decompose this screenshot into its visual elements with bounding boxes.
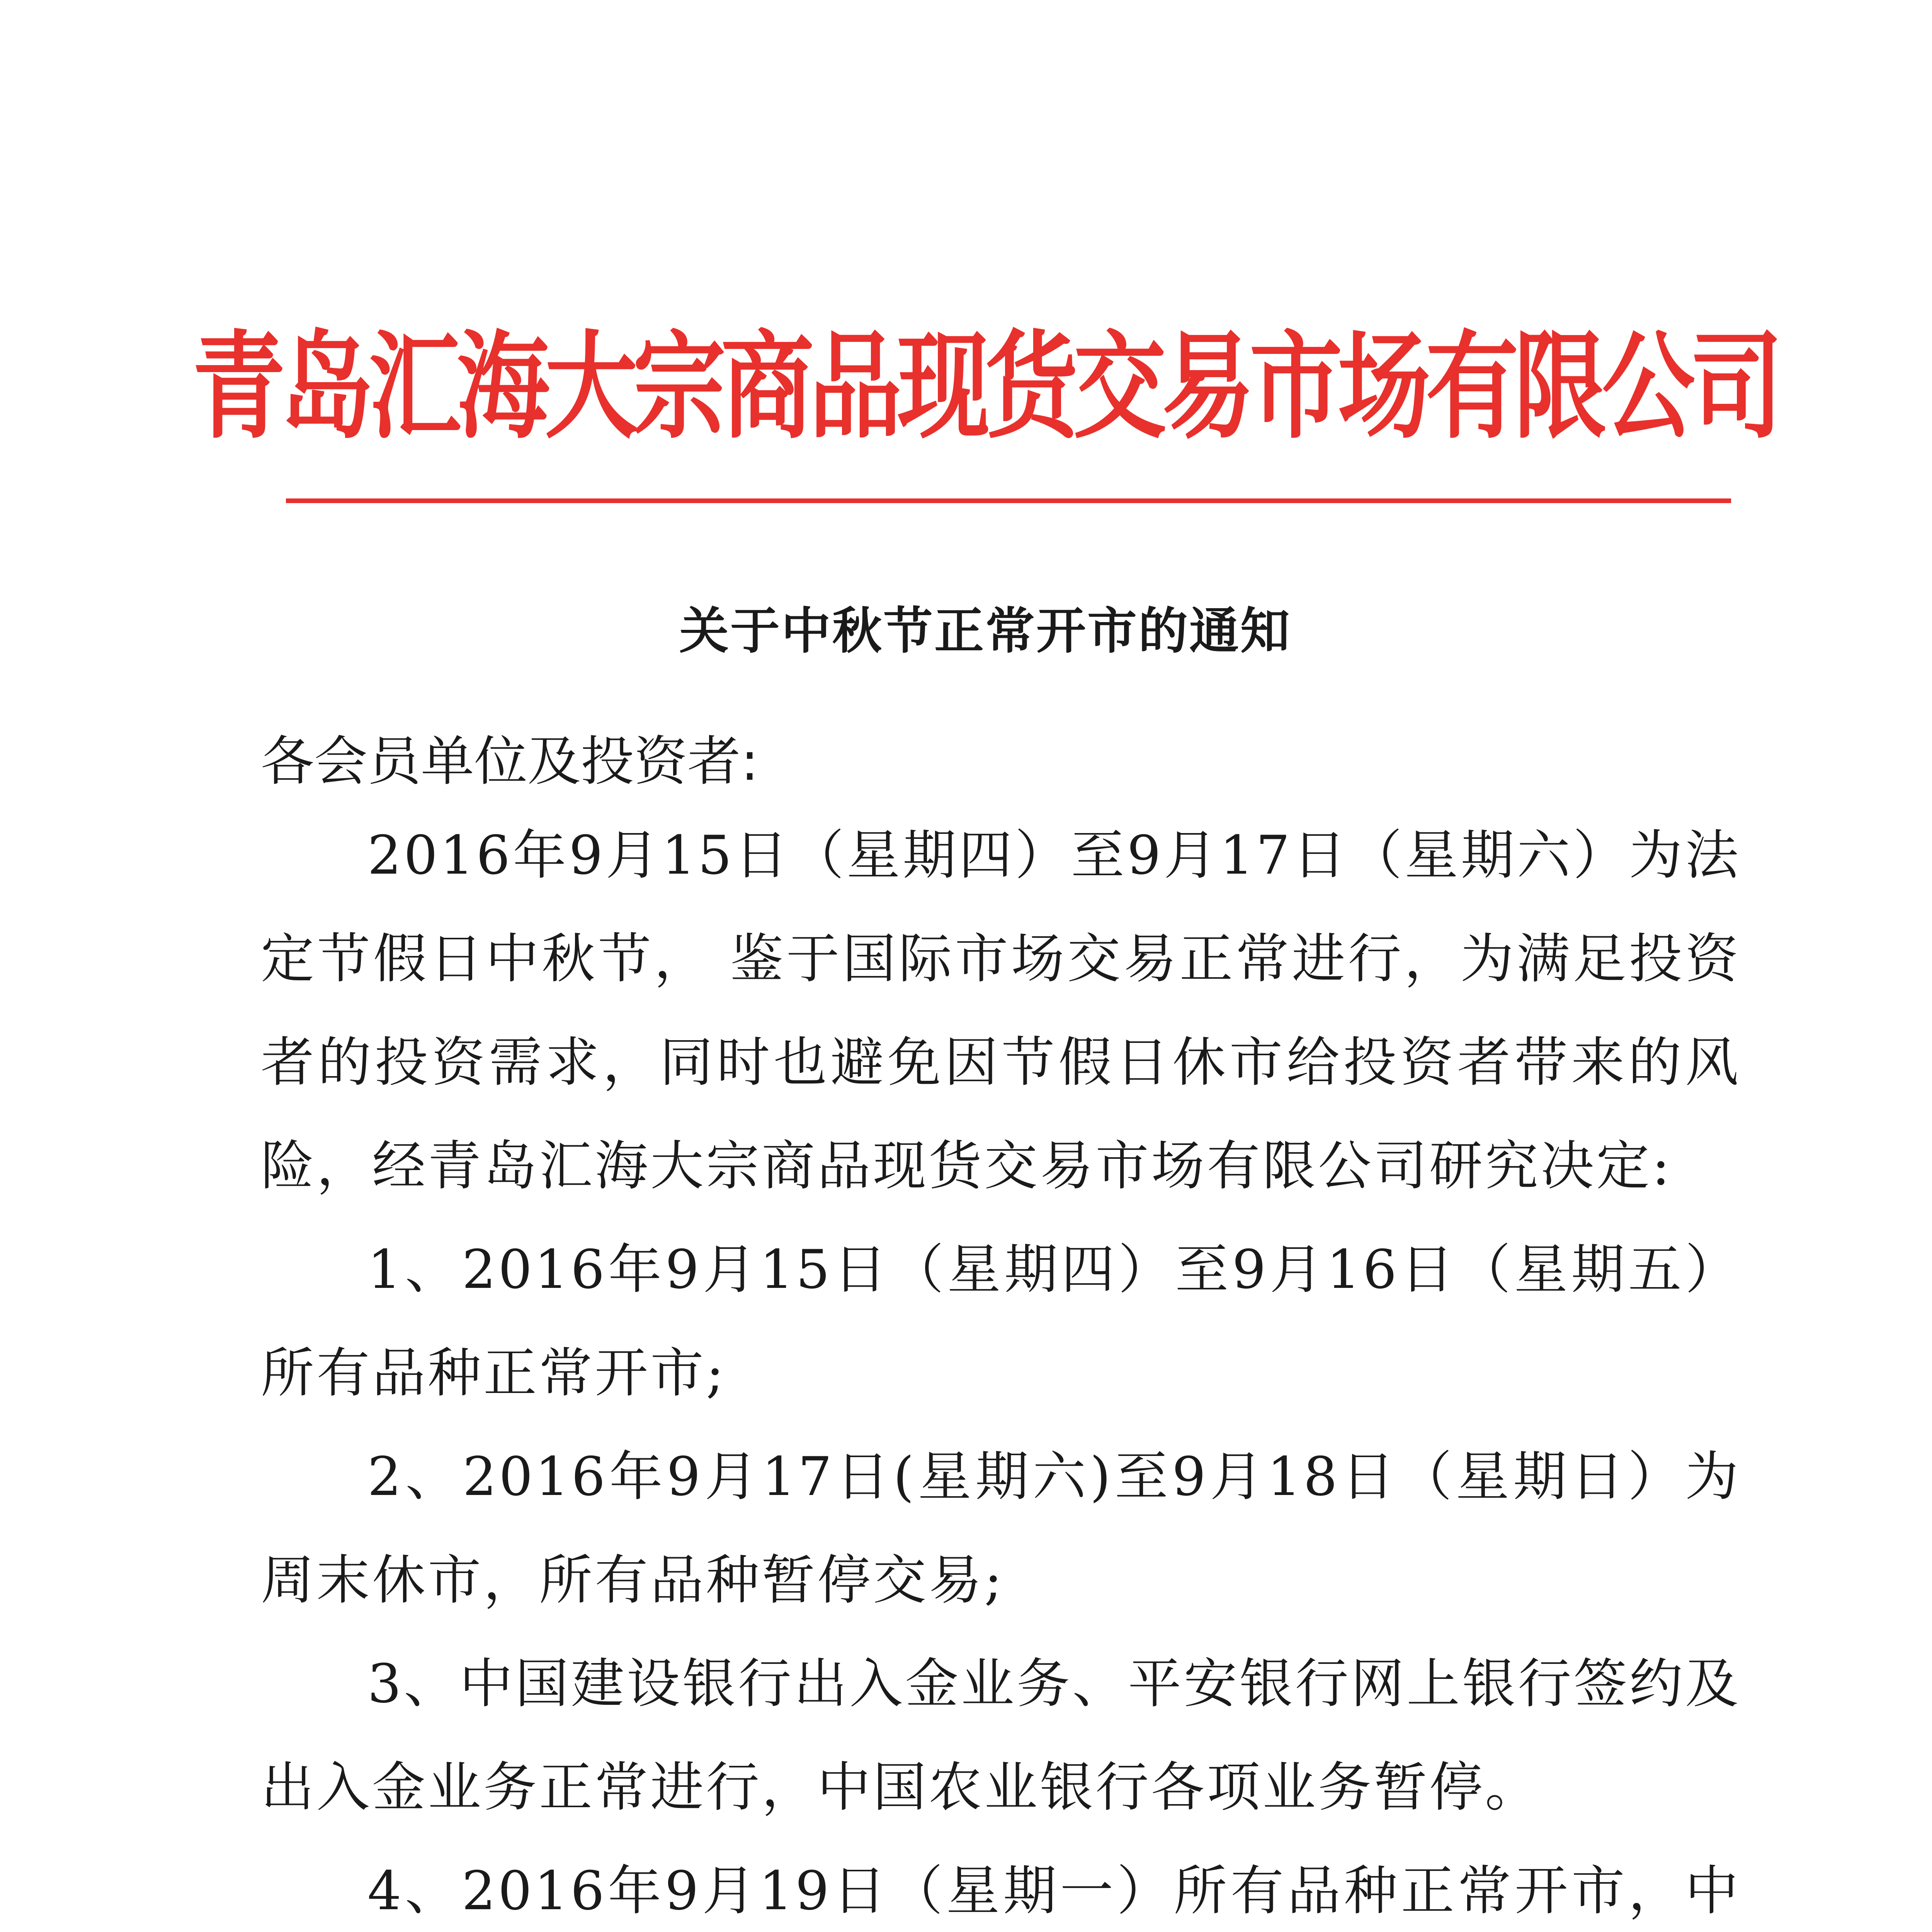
letterhead-title: 青岛汇海大宗商品现货交易市场有限公司: [192, 318, 1778, 455]
notice-body: [261, 804, 1741, 1932]
paragraph-item-3: 3、中国建设银行出入金业务、平安银行网上银行签约及出入金业务正常进行，中国农业银行各项业务暂停。: [261, 1653, 1741, 1818]
notice-title: 关于中秋节正常开市的通知: [679, 602, 1291, 660]
paragraph-intro: 2016年9月15日（星期四）至9月17日（星期六）为法定节假日中秋节， 鉴于国际市场交易正常进行，为满足投资者的投资需求，同时也避免因节假日休市给投资者带来的风险，经青岛汇海大宗商品现货交易市场有限公司研究决定:: [261, 824, 1741, 1197]
paragraph-item-4: 4、2016年9月19日（星期一）所有品种正常开市，中: [367, 1860, 1741, 1922]
paragraph-item-1: 1、2016年9月15日（星期四）至9月16日（星期五）所有品种正常开市;: [261, 1238, 1741, 1404]
letterhead-divider: [286, 498, 1731, 503]
paragraph-item-2: 2、2016年9月17日(星期六)至9月18日（星期日）为周末休市，所有品种暂停交易;: [261, 1446, 1741, 1611]
salutation: 各会员单位及投资者:: [261, 730, 759, 793]
